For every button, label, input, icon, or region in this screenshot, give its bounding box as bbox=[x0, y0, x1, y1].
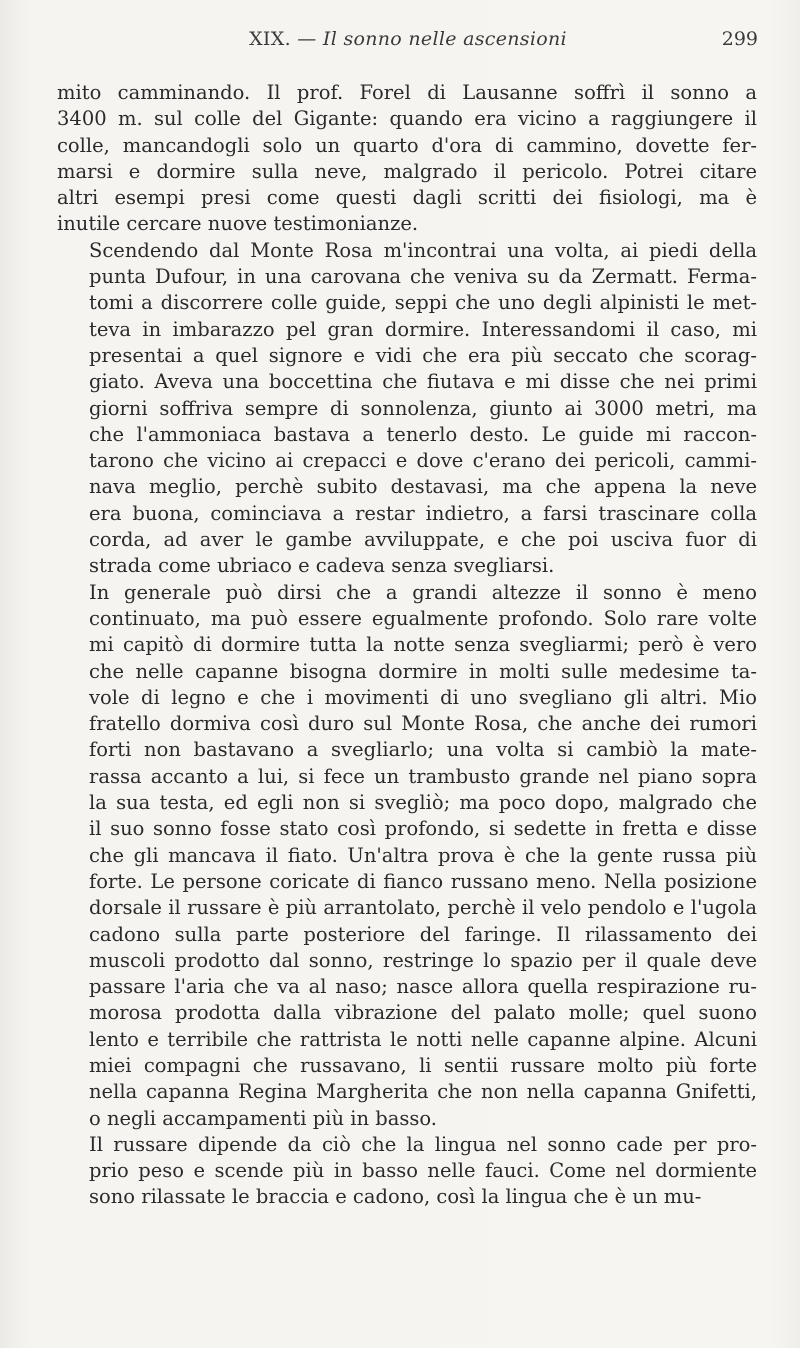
paragraph bbox=[57, 80, 757, 238]
text-line: altri esempi presi come questi dagli scritti dei fisiologi, ma è bbox=[57, 186, 757, 210]
running-head-title bbox=[58, 28, 758, 50]
text-line: forti non bastavano a svegliarlo; una volta si cambiò la mate- bbox=[89, 738, 757, 762]
text-line: mi capitò di dormire tutta la notte senza svegliarmi; però è vero bbox=[89, 633, 757, 657]
text-line: che l'ammoniaca bastava a tenerlo desto. Le guide mi raccon- bbox=[89, 422, 757, 446]
text-line: nava meglio, perchè subito destavasi, ma che appena la neve bbox=[89, 475, 757, 499]
text-line: era buona, cominciava a restar indietro, a farsi trascinare colla bbox=[89, 501, 757, 525]
text-line: il suo sonno fosse stato così profondo, si sedette in fretta e disse bbox=[89, 817, 757, 841]
text-line: corda, ad aver le gambe avviluppate, e che poi usciva fuor di bbox=[89, 528, 757, 552]
running-head-separator: — bbox=[297, 28, 317, 50]
text-line: Scendendo dal Monte Rosa m'incontrai una volta, ai piedi della bbox=[89, 238, 757, 262]
text-line: cadono sulla parte posteriore del faringe. Il rilassamento dei bbox=[89, 922, 757, 946]
text-line: 3400 m. sul colle del Gigante: quando era vicino a raggiungere il bbox=[57, 107, 757, 131]
text-line: lento e terribile che rattrista le notti nelle capanne alpine. Alcuni bbox=[89, 1027, 757, 1051]
text-line: dorsale il russare è più arrantolato, perchè il velo pendolo e l'ugola bbox=[89, 896, 757, 920]
text-line: tarono che vicino ai crepacci e dove c'erano dei pericoli, cammi- bbox=[89, 449, 757, 473]
text-line: nella capanna Regina Margherita che non nella capanna Gnifetti, bbox=[89, 1080, 757, 1104]
text-line: tomi a discorrere colle guide, seppi che uno degli alpinisti le met- bbox=[89, 291, 757, 315]
text-line: che gli mancava il fiato. Un'altra prova è che la gente russa più bbox=[89, 843, 757, 867]
text-line: fratello dormiva così duro sul Monte Rosa, che anche dei rumori bbox=[89, 712, 757, 736]
page-number: 299 bbox=[721, 28, 758, 50]
text-line: passare l'aria che va al naso; nasce allora quella respirazione ru- bbox=[89, 975, 757, 999]
text-line: punta Dufour, in una carovana che veniva su da Zermatt. Ferma- bbox=[89, 265, 757, 289]
text-line: marsi e dormire sulla neve, malgrado il pericolo. Potrei citare bbox=[57, 159, 757, 183]
text-line: vole di legno e che i movimenti di uno svegliano gli altri. Mio bbox=[89, 685, 757, 709]
body-text bbox=[57, 80, 757, 1211]
text-line: colle, mancandogli solo un quarto d'ora di cammino, dovette fer- bbox=[57, 133, 757, 157]
paragraph bbox=[57, 580, 757, 1132]
text-line: forte. Le persone coricate di fianco russano meno. Nella posizione bbox=[89, 869, 757, 893]
running-head bbox=[58, 28, 758, 58]
text-line: teva in imbarazzo pel gran dormire. Interessandomi il caso, mi bbox=[89, 317, 757, 341]
text-line: presentai a quel signore e vidi che era più seccato che scorag- bbox=[89, 343, 757, 367]
text-line: strada come ubriaco e cadeva senza svegliarsi. bbox=[89, 554, 555, 578]
text-line: morosa prodotta dalla vibrazione del palato molle; quel suono bbox=[89, 1001, 757, 1025]
text-line: continuato, ma può essere egualmente profondo. Solo rare volte bbox=[89, 606, 757, 630]
text-line: prio peso e scende più in basso nelle fauci. Come nel dormiente bbox=[89, 1159, 757, 1183]
chapter-number: XIX. bbox=[249, 28, 291, 50]
chapter-title: Il sonno nelle ascensioni bbox=[322, 28, 567, 50]
text-line: sono rilassate le braccia e cadono, così la lingua che è un mu- bbox=[89, 1185, 702, 1209]
text-line: giato. Aveva una boccettina che fiutava e mi disse che nei primi bbox=[89, 370, 757, 394]
text-line: inutile cercare nuove testimonianze. bbox=[57, 212, 419, 236]
text-line: miei compagni che russavano, li sentii russare molto più forte bbox=[89, 1053, 757, 1077]
text-line: rassa accanto a lui, si fece un trambusto grande nel piano sopra bbox=[89, 764, 757, 788]
paragraph bbox=[57, 238, 757, 580]
text-line: muscoli prodotto dal sonno, restringe lo spazio per il quale deve bbox=[89, 948, 757, 972]
text-line: Il russare dipende da ciò che la lingua nel sonno cade per pro- bbox=[89, 1132, 757, 1156]
paragraph bbox=[57, 1132, 757, 1211]
text-line: la sua testa, ed egli non si svegliò; ma poco dopo, malgrado che bbox=[89, 791, 757, 815]
text-line: che nelle capanne bisogna dormire in molti sulle medesime ta- bbox=[89, 659, 757, 683]
text-line: In generale può dirsi che a grandi altezze il sonno è meno bbox=[89, 580, 757, 604]
text-line: giorni soffriva sempre di sonnolenza, giunto ai 3000 metri, ma bbox=[89, 396, 757, 420]
text-line: o negli accampamenti più in basso. bbox=[89, 1106, 437, 1130]
text-line: mito camminando. Il prof. Forel di Lausanne soffrì il sonno a bbox=[57, 81, 757, 104]
